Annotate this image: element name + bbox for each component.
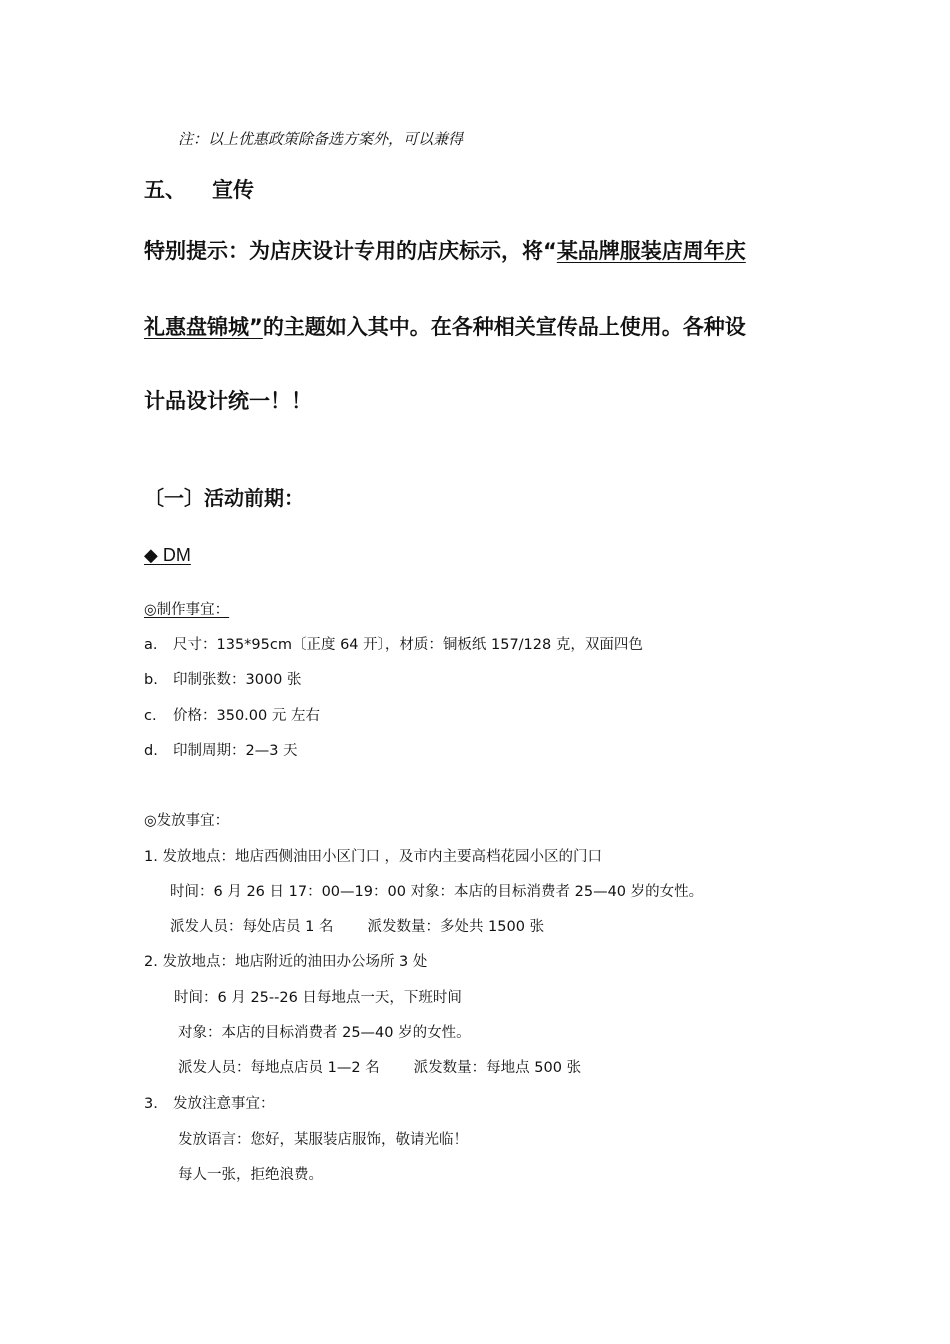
special-tip-line-3: 计品设计统一！！ (144, 389, 312, 413)
section-title: 宣传 (212, 178, 254, 202)
distribution-heading: ◎发放事宜： (144, 813, 230, 829)
distribution-3-rule: 每人一张，拒绝浪费。 (178, 1167, 323, 1183)
production-item-c (144, 704, 320, 725)
production-heading: ◎制作事宜： (144, 602, 230, 618)
dm-heading: ◆ DM (144, 545, 191, 565)
quantity-text: 派发数量：每地点 500 张 (413, 1060, 582, 1076)
staff-text: 派发人员：每处店员 1 名 (170, 919, 334, 935)
special-tip-line-1 (144, 235, 746, 265)
tip-theme-part-2: 礼惠盘锦城” (144, 315, 263, 339)
production-item-d (144, 739, 298, 760)
quantity-text: 派发数量：多处共 1500 张 (367, 919, 545, 935)
list-text: 印制周期：2—3 天 (173, 743, 298, 759)
list-marker: c. (144, 708, 157, 724)
list-marker: d. (144, 743, 158, 759)
list-marker: b. (144, 672, 158, 688)
list-text: 发放注意事宜： (173, 1096, 275, 1112)
list-marker: 3. (144, 1096, 158, 1112)
section-number: 五、 (144, 178, 186, 202)
list-text: 尺寸：135*95cm〔正度 64 开〕，材质：铜板纸 157/128 克，双面四色 (173, 637, 643, 653)
list-text: 价格：350.00 元 左右 (173, 708, 320, 724)
distribution-1-time: 时间：6 月 26 日 17：00—19：00 对象：本店的目标消费者 25—40 岁的女性。 (170, 884, 704, 900)
distribution-2-location: 2. 发放地点：地店附近的油田办公场所 3 处 (144, 954, 428, 970)
distribution-1-location: 1. 发放地点：地店西侧油田小区门口 ，及市内主要高档花园小区的门口 (144, 849, 603, 865)
tip-theme-part-1: 某品牌服装店周年庆 (556, 239, 746, 263)
distribution-2-staff (178, 1056, 581, 1077)
distribution-2-target: 对象：本店的目标消费者 25—40 岁的女性。 (178, 1025, 471, 1041)
distribution-3-greeting: 发放语言：您好，某服装店服饰，敬请光临！ (178, 1132, 468, 1148)
special-tip-line-2 (144, 311, 746, 341)
tip-prefix: 特别提示：为店庆设计专用的店庆标示，将“ (144, 239, 557, 263)
list-text: 印制张数：3000 张 (173, 672, 302, 688)
subsection-heading: 〔一〕活动前期： (144, 486, 304, 510)
list-marker: a. (144, 637, 158, 653)
distribution-1-staff (170, 915, 544, 936)
tip-suffix: 的主题如入其中。在各种相关宣传品上使用。各种设 (262, 315, 746, 339)
distribution-3-heading (144, 1092, 275, 1113)
production-item-a (144, 633, 643, 654)
staff-text: 派发人员：每地点店员 1—2 名 (178, 1060, 380, 1076)
discount-note: 注：以上优惠政策除备选方案外，可以兼得 (178, 130, 464, 148)
section-heading (144, 174, 254, 204)
distribution-2-time: 时间：6 月 25--26 日每地点一天，下班时间 (174, 990, 462, 1006)
production-item-b (144, 668, 302, 689)
